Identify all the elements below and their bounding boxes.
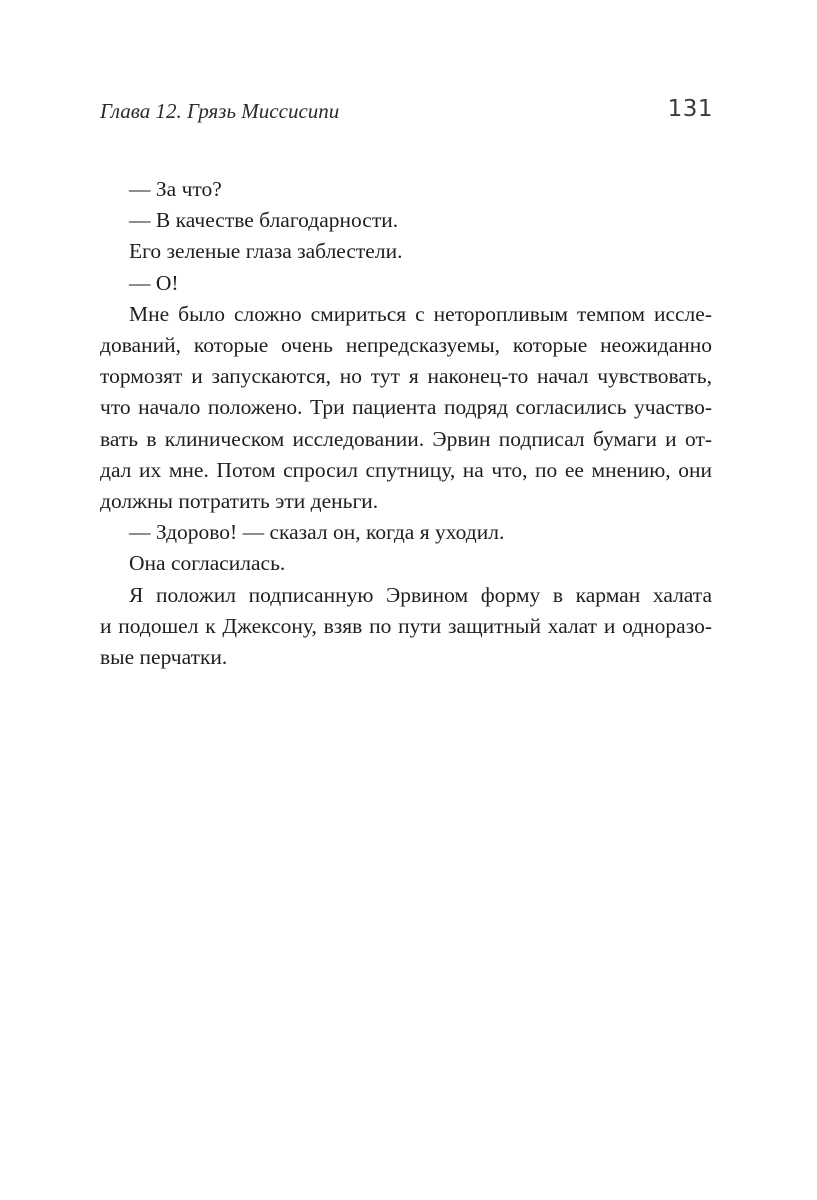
text-line: вать в клиническом исследовании. Эрвин подписал бумаги и от- (100, 426, 712, 451)
text-line: дований, которые очень непредсказуемы, которые неожиданно (100, 333, 712, 358)
text-line: — В качестве благодарности. (129, 208, 399, 233)
text-line: Мне было сложно смириться с неторопливым темпом иссле- (129, 301, 712, 326)
running-title: Глава 12. Грязь Миссисипи (100, 99, 340, 123)
page-number: 131 (667, 96, 713, 122)
text-line: Она согласилась. (129, 551, 286, 576)
text-line: — За что? (129, 177, 222, 201)
body-text (100, 174, 712, 673)
text-line: вые перчатки. (100, 645, 228, 670)
text-line: что начало положено. Три пациента подряд согласились участво- (100, 395, 712, 420)
text-line: должны потратить эти деньги. (100, 489, 379, 514)
text-line: тормозят и запускаются, но тут я наконец-то начал чувствовать, (100, 364, 712, 389)
text-line: дал их мне. Потом спросил спутницу, на что, по ее мнению, они (100, 457, 712, 482)
text-line: и подошел к Джексону, взяв по пути защитный халат и одноразо- (100, 613, 712, 638)
text-line: Его зеленые глаза заблестели. (129, 239, 403, 264)
text-line: — Здорово! — сказал он, когда я уходил. (129, 520, 505, 545)
text-line: Я положил подписанную Эрвином форму в карман халата (129, 582, 712, 607)
text-line: — О! (129, 270, 179, 295)
